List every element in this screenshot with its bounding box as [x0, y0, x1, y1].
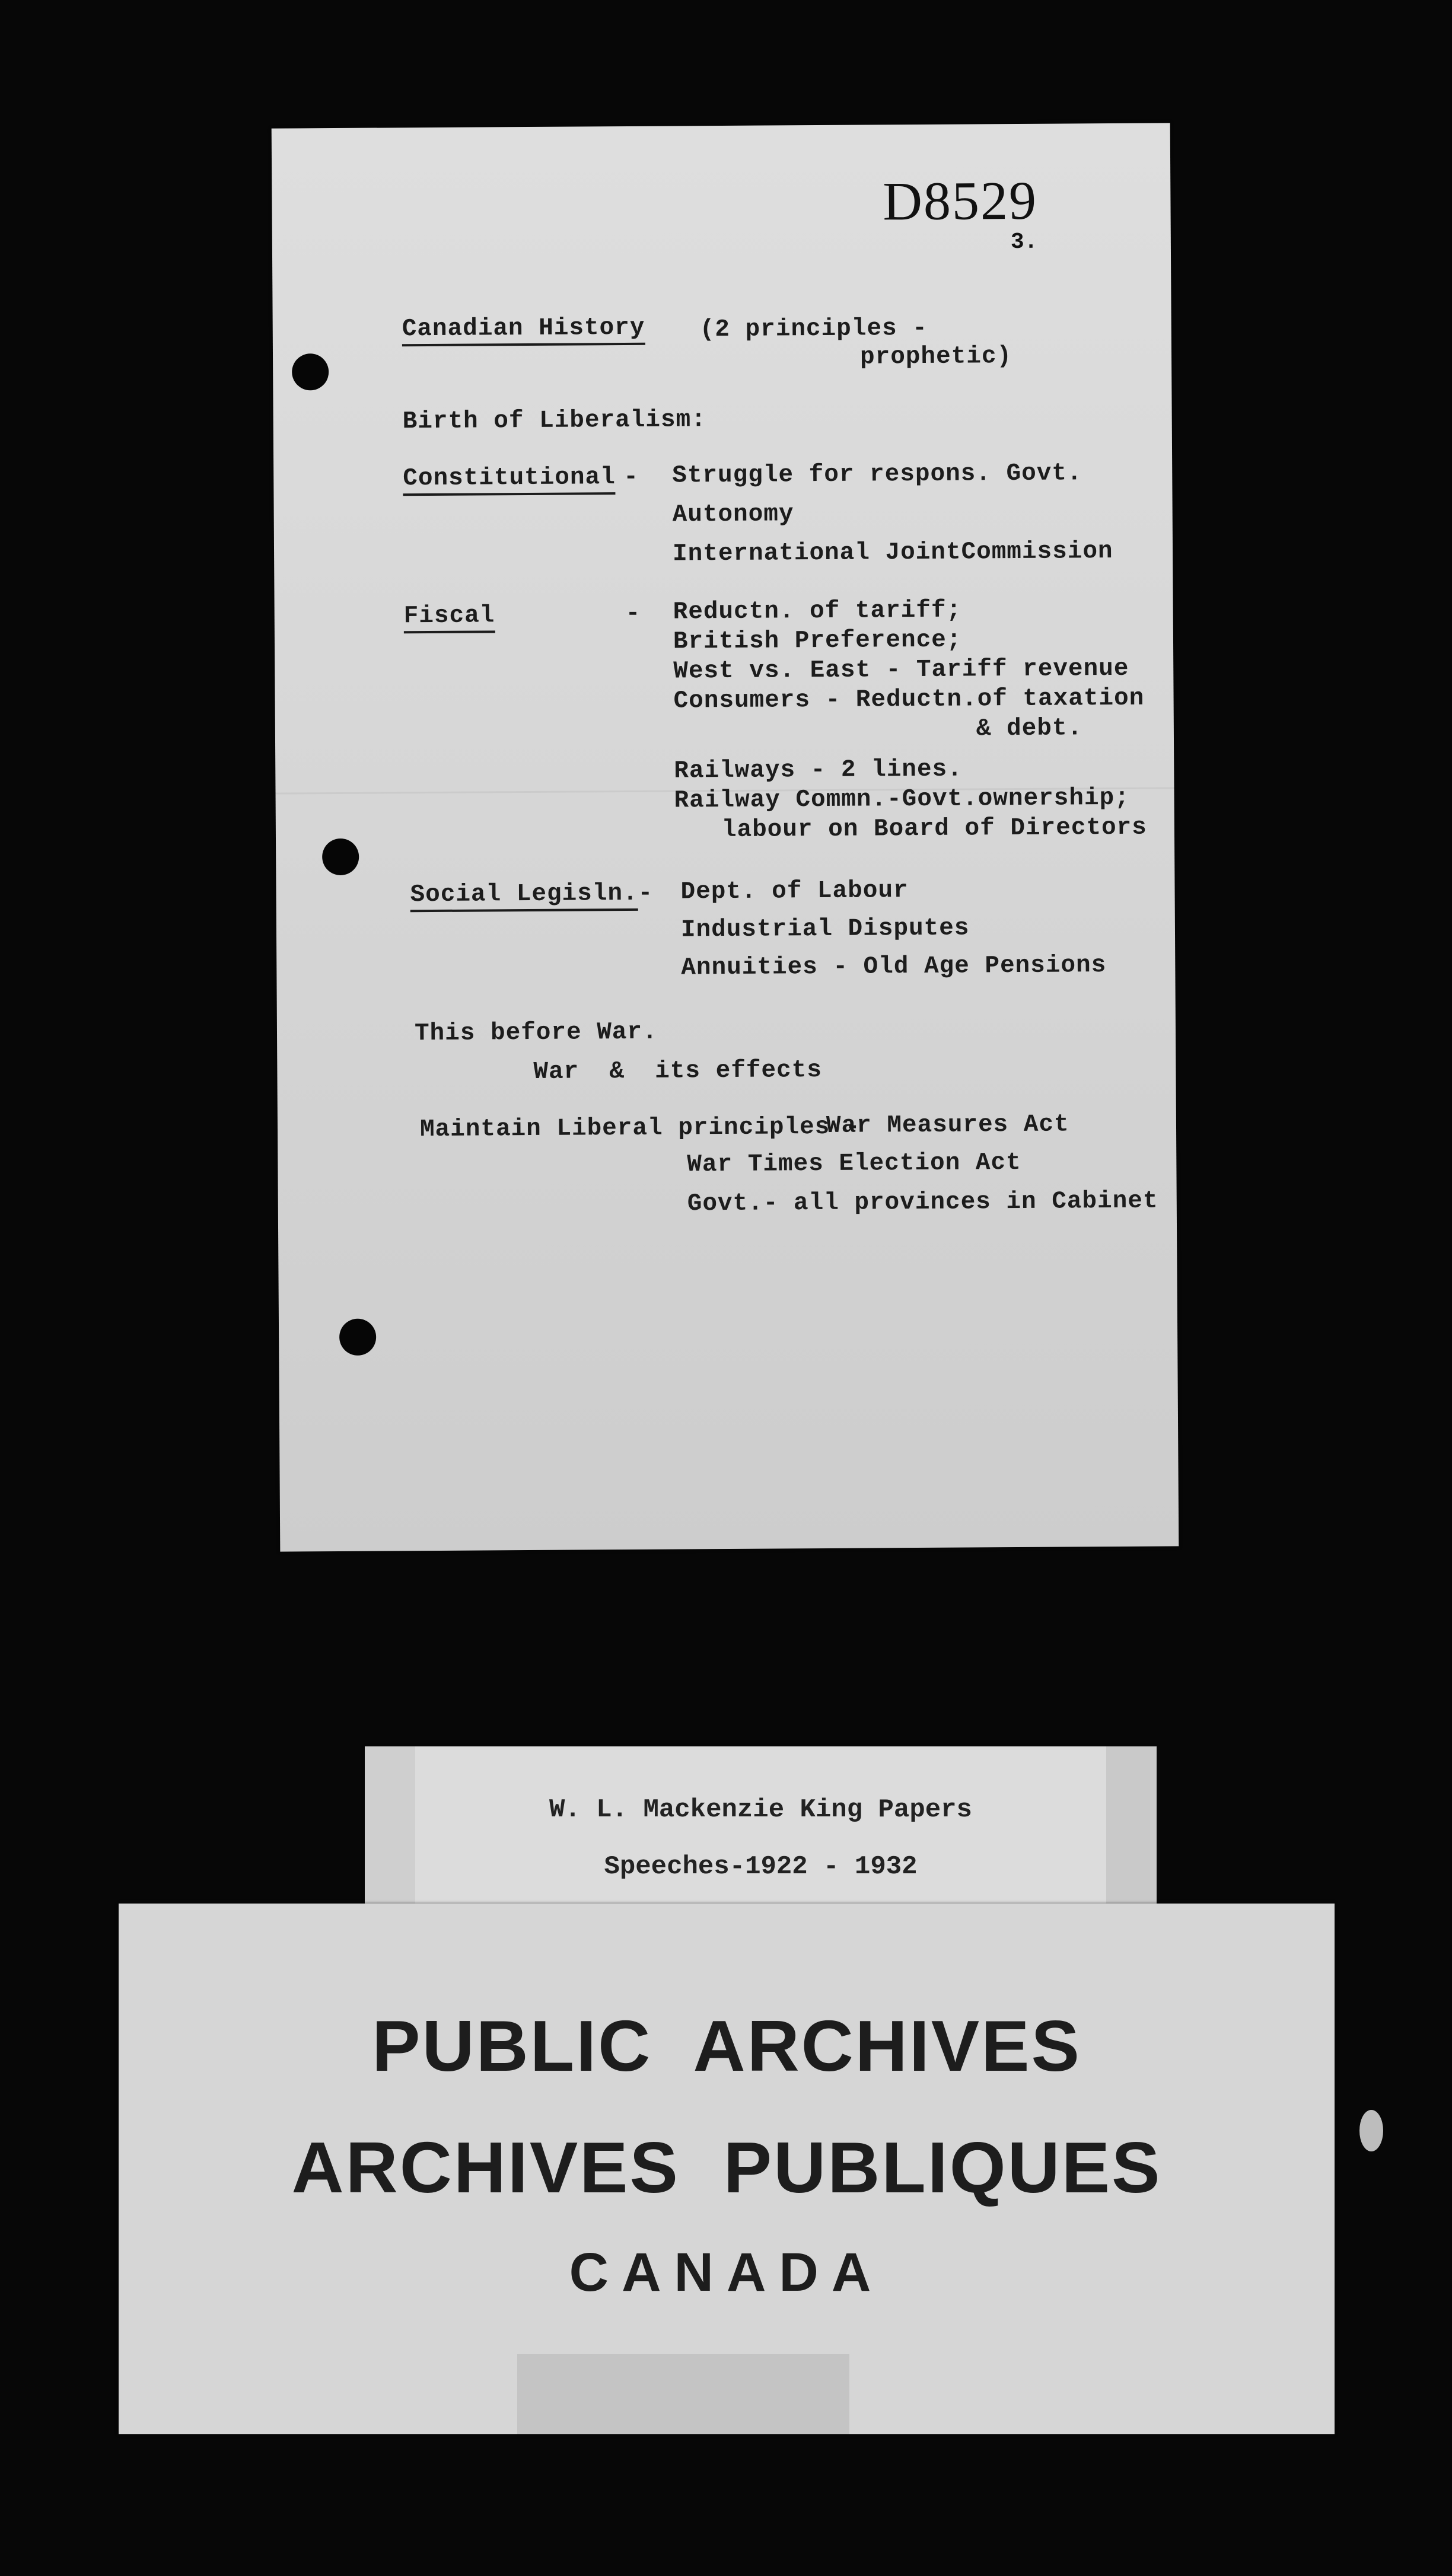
section-line: Annuities - Old Age Pensions	[681, 952, 1107, 982]
section-label-fiscal: Fiscal	[404, 604, 495, 633]
section-line: labour on Board of Directors	[721, 814, 1147, 844]
section-label-constitutional: Constitutional	[403, 466, 616, 496]
section-line: & debt.	[976, 715, 1083, 743]
section-line: Railways - 2 lines.	[674, 755, 963, 785]
heading-title: Canadian History	[402, 316, 645, 347]
archive-line3: CANADA	[569, 2242, 884, 2303]
collection-label-line1: W. L. Mackenzie King Papers	[549, 1795, 972, 1825]
archive-line2: ARCHIVES PUBLIQUES	[291, 2127, 1162, 2208]
section-line: British Preference;	[673, 626, 962, 656]
section-label-social: Social Legisln.	[410, 882, 638, 912]
maintain-line: War Measures Act	[826, 1111, 1069, 1140]
punch-hole-middle	[322, 839, 359, 875]
section-dash: -	[638, 879, 654, 907]
before-war-line: This before War.	[414, 1018, 658, 1048]
collection-label-line2: Speeches-1922 - 1932	[604, 1852, 918, 1882]
intro-line: Birth of Liberalism:	[402, 406, 706, 436]
war-effects-line: War & its effects	[533, 1057, 823, 1086]
paper-fragment	[1359, 2110, 1383, 2151]
section-line: Dept. of Labour	[680, 877, 909, 906]
section-line: International JointCommission	[672, 537, 1113, 568]
punch-hole-bottom	[339, 1319, 376, 1356]
page-number: 3.	[1010, 229, 1038, 256]
maintain-line: War Times Election Act	[687, 1149, 1021, 1179]
section-line: Struggle for respons. Govt.	[672, 460, 1082, 490]
tape-strip	[365, 1746, 415, 1907]
collection-label	[365, 1746, 1157, 1907]
typed-document-page	[272, 123, 1179, 1551]
tape-strip	[1106, 1746, 1157, 1907]
section-line: Industrial Disputes	[680, 914, 970, 944]
section-line: Autonomy	[672, 500, 794, 529]
tape-strip	[517, 2354, 849, 2434]
section-line: West vs. East - Tariff revenue	[673, 655, 1129, 686]
section-dash: -	[625, 600, 641, 628]
heading-note-line2: prophetic)	[859, 343, 1012, 371]
section-line: Railway Commn.-Govt.ownership;	[674, 784, 1130, 815]
reference-number: D8529	[883, 170, 1038, 232]
punch-hole-top	[292, 353, 329, 390]
archive-line1: PUBLIC ARCHIVES	[372, 2006, 1081, 2086]
section-line: Reductn. of tariff;	[673, 597, 962, 626]
section-dash: -	[623, 463, 639, 492]
maintain-line: Govt.- all provinces in Cabinet	[687, 1187, 1158, 1218]
section-line: Consumers - Reductn.of taxation	[673, 684, 1145, 715]
heading-note-line1: (2 principles -	[699, 314, 928, 344]
archive-stamp-card	[119, 1904, 1335, 2434]
maintain-label: Maintain Liberal principles -	[419, 1113, 861, 1144]
